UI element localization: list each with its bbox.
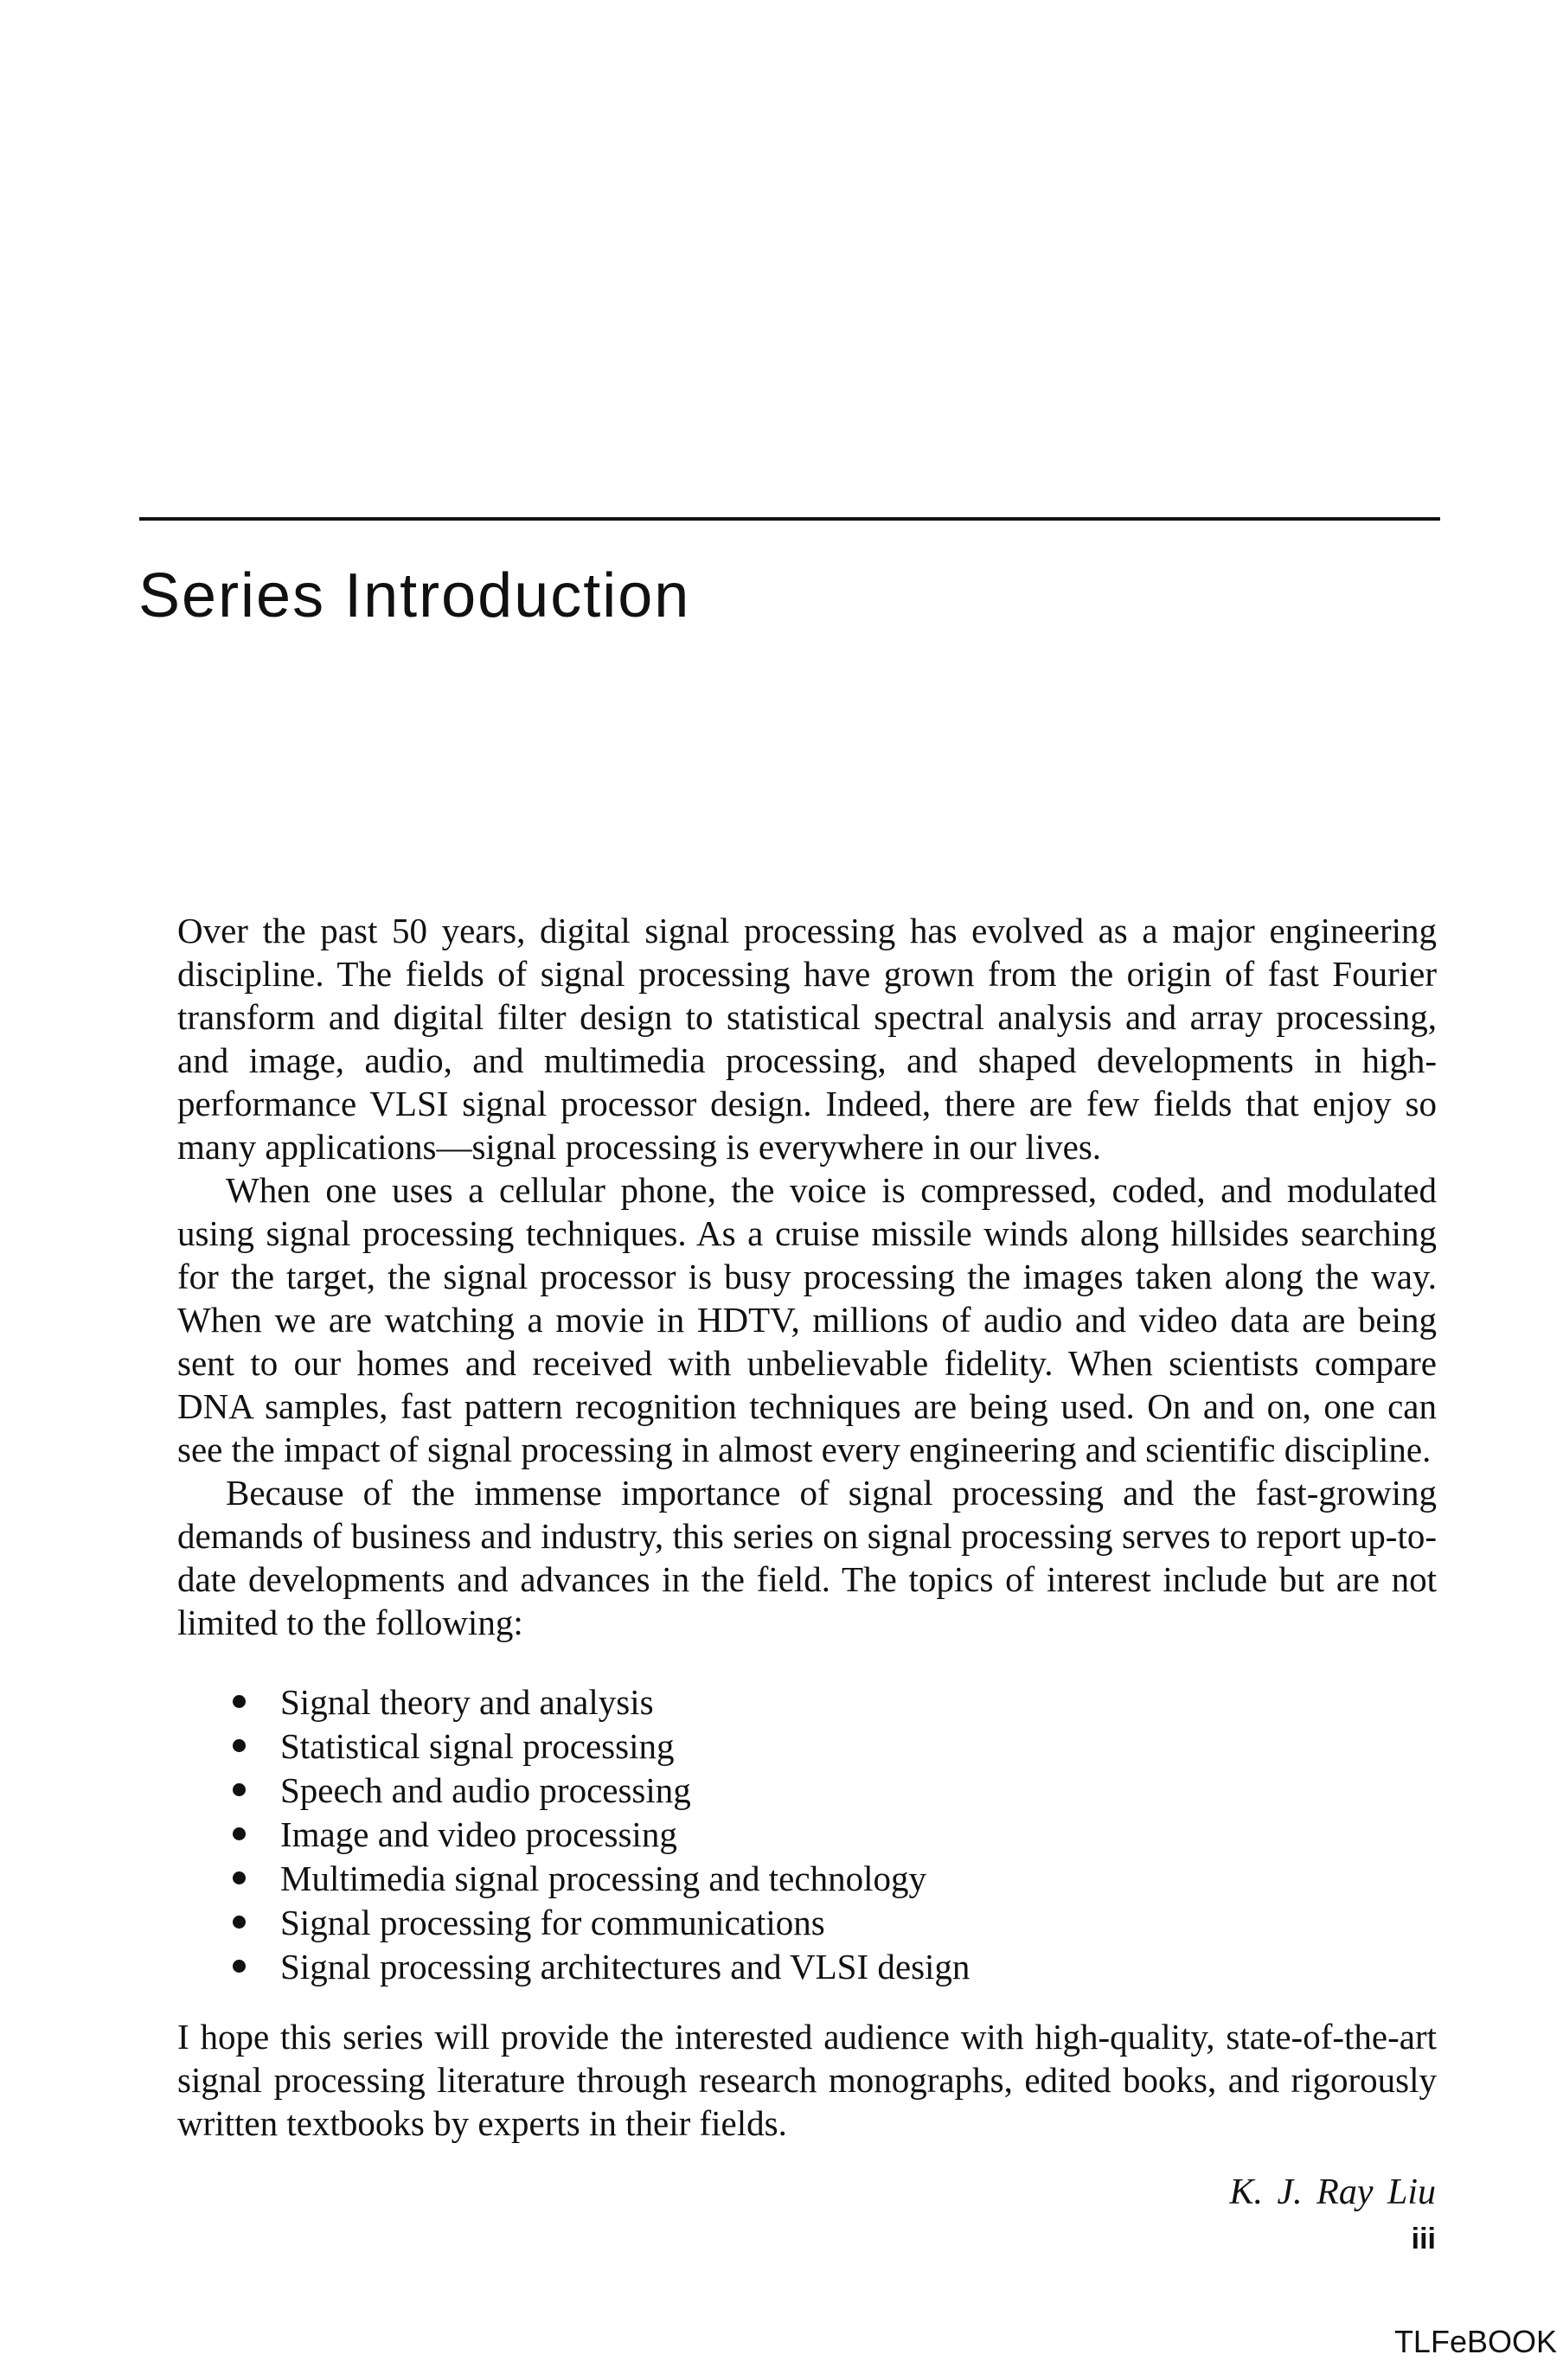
list-item bbox=[233, 1901, 1437, 1945]
list-item bbox=[233, 1680, 1437, 1724]
paragraph-applications: When one uses a cellular phone, the voice is compressed, coded, and modulated using signal processing techniques. As a cruise missile winds along hillsides searching for the target, the signal processor is busy processing the images taken along the way. When we are watching a movie in HDTV, millions of audio and video data are being sent to our homes and received with unbelievable fidelity. When scientists compare DNA samples, fast pattern recognition techniques are being used. On and on, one can see the impact of signal processing in almost every engineering and scientific discipline. bbox=[177, 1170, 1437, 1469]
bullet-icon bbox=[233, 1827, 246, 1840]
list-item bbox=[233, 1857, 1437, 1901]
topic-label: Signal processing for communications bbox=[280, 1903, 825, 1942]
topic-label: Speech and audio processing bbox=[280, 1770, 691, 1810]
topic-label: Multimedia signal processing and technology bbox=[280, 1859, 926, 1898]
topic-label: Signal theory and analysis bbox=[280, 1682, 654, 1722]
paragraph-series-scope: Because of the immense importance of signal processing and the fast-growing demands of business and industry, this series on signal processing serves to report up-to-date developments and advances in the field. The topics of interest include but are not limited to the following: bbox=[177, 1473, 1437, 1642]
title-rule bbox=[139, 517, 1440, 521]
list-item bbox=[233, 1724, 1437, 1769]
bullet-icon bbox=[233, 1695, 246, 1708]
page-number: iii bbox=[1411, 2223, 1436, 2255]
list-item bbox=[233, 1769, 1437, 1813]
author-signature: K. J. Ray Liu bbox=[1229, 2172, 1436, 2212]
topic-label: Statistical signal processing bbox=[280, 1726, 675, 1766]
body-text bbox=[177, 909, 1437, 2145]
watermark: TLFeBOOK bbox=[1393, 2324, 1557, 2359]
topic-label: Signal processing architectures and VLSI design bbox=[280, 1947, 970, 1987]
paragraph-intro: Over the past 50 years, digital signal processing has evolved as a major engineering discipline. The fields of signal processing have grown from the origin of fast Fourier transform and digital filter design to statistical spectral analysis and array processing, and image, audio, and multimedia processing, and shaped developments in high-performance VLSI signal processor design. Indeed, there are few fields that enjoy so many applications—signal processing is everywhere in our lives. bbox=[177, 911, 1437, 1167]
bullet-icon bbox=[233, 1916, 246, 1929]
bullet-icon bbox=[233, 1739, 246, 1752]
bullet-icon bbox=[233, 1960, 246, 1973]
bullet-icon bbox=[233, 1783, 246, 1796]
list-item bbox=[233, 1945, 1437, 1989]
topic-label: Image and video processing bbox=[280, 1814, 677, 1854]
bullet-icon bbox=[233, 1871, 246, 1884]
page-title: Series Introduction bbox=[138, 561, 691, 630]
topics-list bbox=[177, 1680, 1437, 1989]
paragraph-closing: I hope this series will provide the interested audience with high-quality, state-of-the-art signal processing literature through research monographs, edited books, and rigorously written textbooks by experts in their fields. bbox=[177, 2017, 1437, 2143]
list-item bbox=[233, 1813, 1437, 1857]
